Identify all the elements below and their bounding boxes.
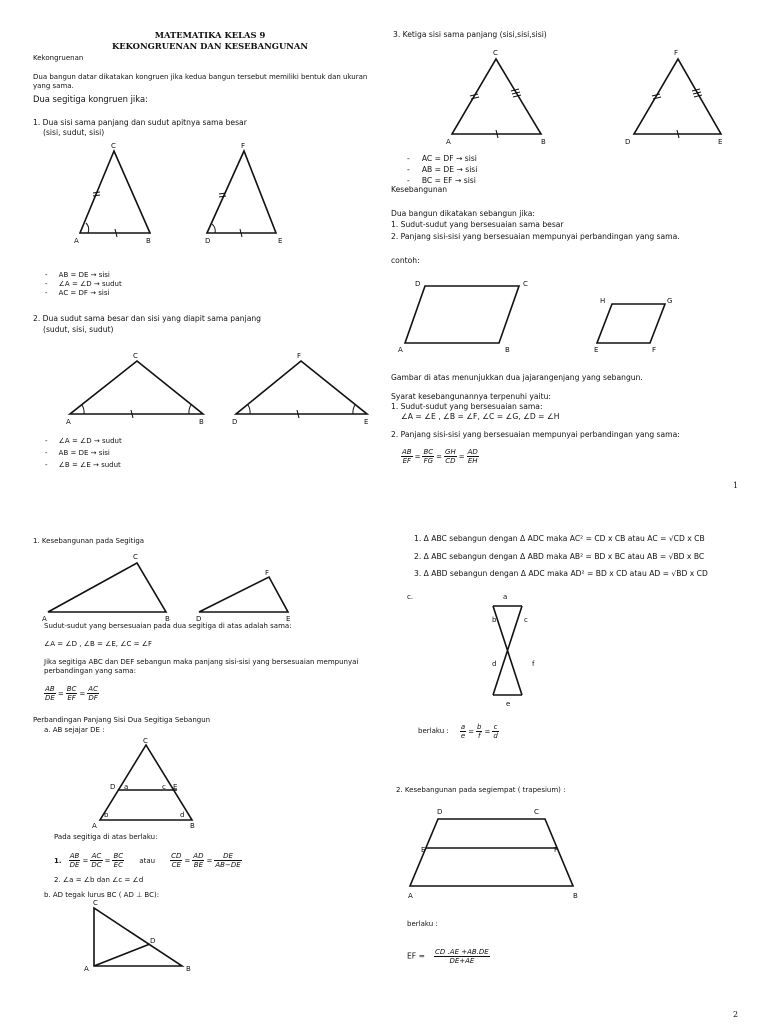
label-g: G [667, 297, 673, 305]
label-a: A [66, 418, 71, 426]
relation-1: 1. Δ ABC sebangun dengan Δ ADC maka AC² = CD x CB atau AC = √CD x CB [414, 534, 705, 543]
label-b: B [573, 892, 578, 900]
case1-title: 1. Dua sisi sama panjang dan sudut apitnya sama besar [33, 118, 247, 127]
page-number: 1 [733, 481, 739, 490]
list-item: - ∠B = ∠E → sudut [45, 461, 121, 469]
label-b: B [505, 346, 510, 354]
condition-1: 1. Sudut-sudut yang bersesuaian sama: [391, 402, 543, 411]
ef-formula: EF = $\frac{CD .AE +AB.DE}{DE+AE}$ [407, 948, 489, 965]
label-e: E [286, 615, 291, 623]
case2-sub: (sudut, sisi, sudut) [43, 325, 114, 334]
label-f-small: f [532, 660, 535, 668]
case-a-label: a. AB sejajar DE : [44, 726, 105, 734]
kesebangunan-rule1: 1. Sudut-sudut yang bersesuaian sama besar [391, 220, 564, 229]
perbandingan-title: Perbandingan Panjang Sisi Dua Segitiga Sebangun [33, 716, 211, 724]
label-f: F [554, 846, 559, 854]
label-a: A [74, 237, 79, 245]
label-a: A [408, 892, 413, 900]
label-b-small: b [104, 811, 109, 819]
label-b: B [199, 418, 204, 426]
list-item: - AB = DE → sisi [45, 271, 110, 279]
label-d: D [110, 783, 116, 791]
label-e: E [173, 783, 178, 791]
list-item: - AB = DE → sisi [407, 165, 478, 174]
relation-3: 3. Δ ABD sebangun dengan Δ ADC maka AD² = BD x CD atau AD = √BD x CD [414, 569, 708, 578]
label-a-small: a [124, 783, 129, 791]
condition-1-eq: ∠A = ∠E , ∠B = ∠F, ∠C = ∠G, ∠D = ∠H [401, 412, 560, 421]
label-f: F [241, 142, 246, 150]
label-d: D [196, 615, 202, 623]
eq2: 2. ∠a = ∠b dan ∠c = ∠d [54, 876, 144, 884]
label-d: D [437, 808, 443, 816]
label-d: D [150, 937, 156, 945]
bowtie-figure [493, 606, 522, 695]
label-b-small: b [492, 616, 497, 624]
triangle-def-similar [199, 577, 288, 612]
ratio-parallelogram: $\frac{AB}{EF}$ = $\frac{BC}{FG}$ = $\frac{GH}{CD}$ = $\frac{AD}{EH}$ [402, 448, 478, 465]
label-c: C [93, 899, 98, 907]
label-b: B [190, 822, 195, 830]
label-c: C [133, 553, 138, 561]
triangle-abc-similar [48, 563, 166, 612]
p2-title: 1. Kesebangunan pada Segitiga [33, 537, 145, 545]
list-item: - ∠A = ∠D → sudut [45, 437, 122, 445]
trapezoid-berlaku: berlaku : [407, 920, 438, 928]
label-c: C [143, 737, 148, 745]
label-e: E [718, 138, 723, 146]
eq1-row: 1. $\frac{AB}{DE}$ = $\frac{AC}{DC}$ = $\frac{BC}{EC}$ atau $\frac{CD}{CE}$ = $\frac{AD}{BE}$ = $\frac{DE}{AB-DE}$ [54, 852, 241, 869]
label-b: B [165, 615, 170, 623]
label-c: C [111, 142, 116, 150]
ratio-triangle: $\frac{AB}{DE}$ = $\frac{BC}{EF}$ = $\frac{AC}{DF}$ [45, 685, 98, 702]
label-a: A [92, 822, 97, 830]
label-d: D [205, 237, 211, 245]
kesebangunan-heading: Kesebangunan [391, 185, 448, 194]
label-h: H [600, 297, 606, 305]
list-item: - AB = DE → sisi [45, 449, 110, 457]
page-number: 2 [733, 1010, 739, 1019]
kesebangunan-lead: Dua bangun dikatakan sebangun jika: [391, 209, 535, 218]
case-c-label: c. [407, 593, 414, 601]
label-d-small: d [492, 660, 497, 668]
case2-title: 2. Dua sudut sama besar dan sisi yang diapit sama panjang [33, 314, 261, 323]
label-f: F [265, 569, 270, 577]
parallelogram-caption: Gambar di atas menunjukkan dua jajarangenjang yang sebangun. [391, 373, 643, 382]
right-triangle-altitude [94, 908, 182, 966]
case1-sub: (sisi, sudut, sisi) [43, 128, 105, 137]
condition-heading: Syarat kesebangunannya terpenuhi yaitu: [391, 392, 551, 401]
example-label: contoh: [391, 256, 420, 265]
label-c: C [133, 352, 138, 360]
label-c-small: c [162, 783, 166, 791]
pada-text: Pada segitiga di atas berlaku: [54, 833, 158, 841]
label-b: B [186, 965, 191, 973]
section-label-kekongruenan: Kekongruenan [33, 54, 84, 62]
doc-subtitle: KEKONGRUENAN DAN KESEBANGUNAN [111, 41, 309, 51]
label-a-small: a [503, 593, 508, 601]
case-b-label: b. AD tegak lurus BC ( AD ⊥ BC): [44, 891, 160, 899]
label-e: E [278, 237, 283, 245]
list-item: - ∠A = ∠D → sudut [45, 280, 122, 288]
label-d-small: d [180, 811, 185, 819]
list-item: - AC = DF → sisi [45, 289, 110, 297]
label-a: A [84, 965, 89, 973]
label-e-small: e [506, 700, 511, 708]
label-a: A [398, 346, 403, 354]
label-e: E [364, 418, 369, 426]
case3-title: 3. Ketiga sisi sama panjang (sisi,sisi,sisi) [393, 30, 547, 39]
condition-2: 2. Panjang sisi-sisi yang bersesuaian mempunyai perbandingan yang sama: [391, 430, 680, 439]
label-b: B [541, 138, 546, 146]
label-d: D [232, 418, 238, 426]
label-c: C [534, 808, 539, 816]
bowtie-ratio: berlaku : $\frac{a}{e}$ = $\frac{b}{f}$ = $\frac{c}{d}$ [418, 723, 498, 740]
label-f: F [674, 49, 679, 57]
label-d: D [625, 138, 631, 146]
list-item: - AC = DF → sisi [407, 154, 477, 163]
relation-2: 2. Δ ABC sebangun dengan Δ ABD maka AB² = BD x BC atau AB = √BD x BC [414, 552, 705, 561]
label-b: B [146, 237, 151, 245]
label-c-small: c [524, 616, 528, 624]
trapezoid-figure [410, 819, 573, 886]
label-f: F [297, 352, 302, 360]
label-a: A [42, 615, 47, 623]
doc-title: MATEMATIKA KELAS 9 [154, 30, 266, 40]
label-c: C [493, 49, 498, 57]
similar-text: Jika segitiga ABC dan DEF sebangun maka panjang sisi-sisi yang bersesuaian mempunyai perbandingan yang sama: [44, 658, 359, 675]
corr-eq: ∠A = ∠D , ∠B = ∠E, ∠C = ∠F [44, 640, 153, 648]
label-c: C [523, 280, 528, 288]
trapezoid-title: 2. Kesebangunan pada segiempat ( trapesium) : [396, 786, 566, 794]
label-f: F [652, 346, 657, 354]
label-e: E [594, 346, 599, 354]
label-a: A [446, 138, 451, 146]
label-d: D [415, 280, 421, 288]
label-e: E [421, 846, 426, 854]
corr-text: Sudut-sudut yang bersesuaian pada dua segitiga di atas adalah sama: [44, 622, 292, 630]
lead-text: Dua segitiga kongruen jika: [33, 94, 148, 104]
list-item: - BC = EF → sisi [407, 176, 476, 185]
definition-kongruen: Dua bangun datar dikatakan kongruen jika kedua bangun tersebut memiliki bentuk dan ukuran yang sama. [33, 73, 368, 90]
kesebangunan-rule2: 2. Panjang sisi-sisi yang bersesuaian mempunyai perbandingan yang sama. [391, 232, 680, 241]
